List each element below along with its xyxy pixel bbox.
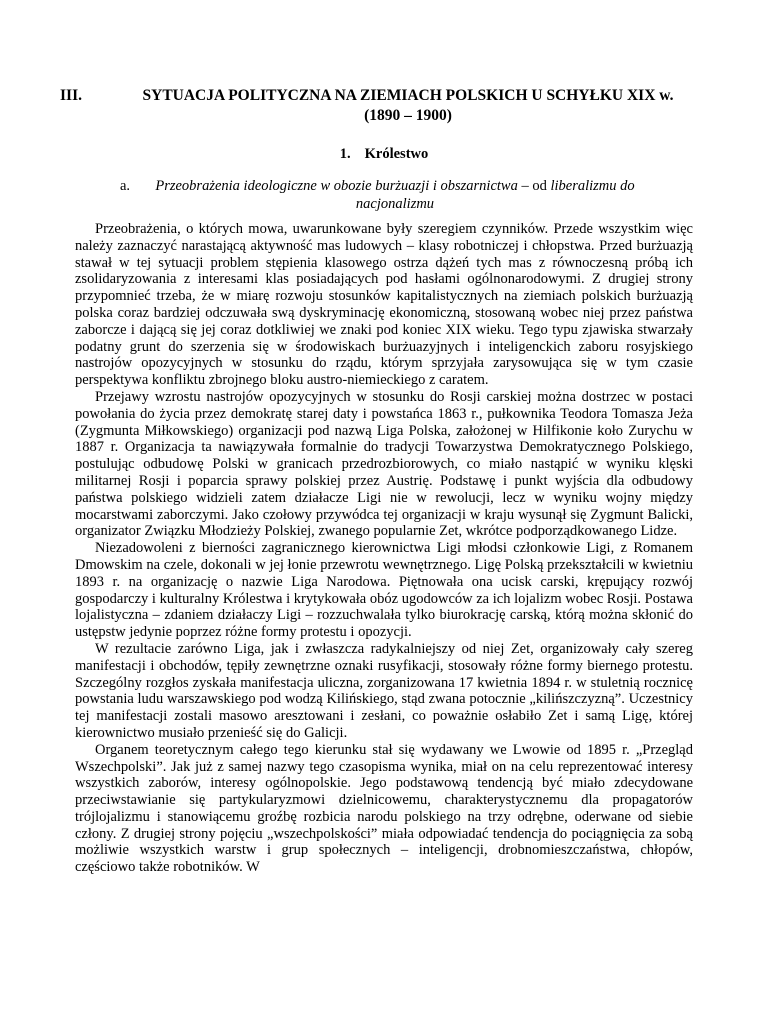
- body-text: [75, 221, 693, 876]
- paragraph: Organem teoretycznym całego tego kierunku stał się wydawany we Lwowie od 1895 r. „Przegląd Wszechpolski”. Jak już z samej nazwy tego czasopisma wynika, miał on na celu reprezentować interesy wszystkich zaborów, interesy ogólnopolskie. Jego podstawową tendencją być miało zdecydowane przeciwstawianie się partykularyzmowi dzielnicowemu, charakterystycznemu dla propagatorów trójlojalizmu i stanowiącemu groźbę rozbicia narodu polskiego na trzy odrębne, oderwane od siebie człony. Z drugiej strony pojęciu „wszechpolskości” miała odpowiadać tendencja do pociągnięcia za sobą możliwie wszystkich warstw i grup społecznych – inteligencji, drobnomieszczaństwa, chłopów, częściowo także robotników. W: [75, 741, 693, 876]
- chapter-title: [106, 86, 710, 126]
- paragraph: Przejawy wzrostu nastrojów opozycyjnych w stosunku do Rosji carskiej można dostrzec w postaci powołania do życia przez demokratę starej daty i powstańca 1863 r., pułkownika Teodora Tomasza Jeża (Zygmunta Miłkowskiego) organizacji pod nazwą Liga Polska, założonej w Hilfikonie koło Zurychu w 1887 r. Organizacja ta nawiązywała formalnie do tradycji Towarzystwa Demokratycznego Polskiego, postulując odbudowę Polski w granicach przedrozbiorowych, co miało nastąpić w wyniku klęski militarnej Rosji i poparcia sprawy polskiej przez Austrię. Podstawę i punkt wyjścia dla odbudowy państwa polskiego widzieli zatem działacze Ligi nie w rewolucji, lecz w wyniku wojny między mocarstwami zaborczymi. Jako czołowy przywódca tej organizacji w kraju wysunął się Zygmunt Balicki, organizator Związku Młodzieży Polskiej, zwanego popularnie Zet, wkrótce podporządkowanego Lidze.: [75, 388, 693, 540]
- paragraph: Niezadowoleni z bierności zagranicznego kierownictwa Ligi młodsi członkowie Ligi, z Romanem Dmowskim na czele, dokonali w jej łonie przewrotu wewnętrznego. Ligę Polską przekształcili w kwietniu 1893 r. na organizację o nazwie Liga Narodowa. Piętnowała ona ucisk carski, krępujący rozwój gospodarczy i kulturalny Królestwa i krytykowała obóz ugodowców za ich lojalizm wobec Rosji. Postawa lojalistyczna – zdaniem działaczy Ligi – rozzuchwalała tylko biurokrację carską, którą można skłonić do ustępstw jedynie poprzez różne formy protestu i opozycji.: [75, 540, 693, 641]
- paragraph: W rezultacie zarówno Liga, jak i zwłaszcza radykalniejszy od niej Zet, organizowały cały szereg manifestacji i obchodów, tępiły zewnętrzne oznaki rusyfikacji, stosowały różne formy biernego protestu. Szczególny rozgłos zyskała manifestacja uliczna, zorganizowana 17 kwietnia 1894 r. w stuletnią rocznicę powstania ludu warszawskiego pod wodzą Kilińskiego, stąd zwana potocznie „kilińszczyzną”. Uczestnicy tej manifestacji zostali masowo aresztowani i zesłani, co poważnie osłabiło Zet i samą Ligę, której kierownictwo musiało przenieść się do Galicji.: [75, 640, 693, 741]
- section-heading: [0, 145, 768, 163]
- section-title: Królestwo: [364, 146, 429, 162]
- subsection-title: [150, 178, 640, 213]
- subsection-italic-part2: liberalizmu do nacjonalizmu: [355, 178, 635, 212]
- chapter-heading: [60, 86, 710, 126]
- subsection-connector: – od: [517, 178, 551, 194]
- subsection-heading: [120, 178, 670, 213]
- chapter-title-line2: (1890 – 1900): [364, 107, 452, 124]
- section-number: 1.: [339, 146, 351, 162]
- subsection-letter: a.: [120, 178, 131, 194]
- chapter-number: III.: [60, 87, 82, 104]
- chapter-title-line1: SYTUACJA POLITYCZNA NA ZIEMIACH POLSKICH U SCHYŁKU XIX w.: [142, 87, 674, 104]
- paragraph: Przeobrażenia, o których mowa, uwarunkowane były szeregiem czynników. Przede wszystkim więc należy zaznaczyć narastającą aktywność mas ludowych – klasy robotniczej i chłopstwa. Przed burżuazją stawał w tej sytuacji problem stępienia klasowego ostrza dążeń tych mas z równoczesną próbą ich zsolidaryzowania z interesami klas posiadających pod hasłami ogólnonarodowymi. Z drugiej strony przypomnieć trzeba, że w miarę rozwoju stosunków kapitalistycznych na ziemiach polskich burżuazją polska coraz bardziej odczuwała swą dyskryminację ekonomiczną, stosowaną wobec niej przez państwa zaborcze i dającą się jej coraz dotkliwiej we znaki pod koniec XIX wieku. Tego typu zjawiska stwarzały podatny grunt do szerzenia się w środowiskach burżuazyjnych i inteligenckich zaboru rosyjskiego nastrojów opozycyjnych w stosunku do rządu, którym sprzyjała zarysowująca się w tym czasie perspektywa konfliktu zbrojnego bloku austro-niemieckiego z caratem.: [75, 221, 693, 389]
- subsection-italic-part1: Przeobrażenia ideologiczne w obozie burżuazji i obszarnictwa: [155, 178, 518, 194]
